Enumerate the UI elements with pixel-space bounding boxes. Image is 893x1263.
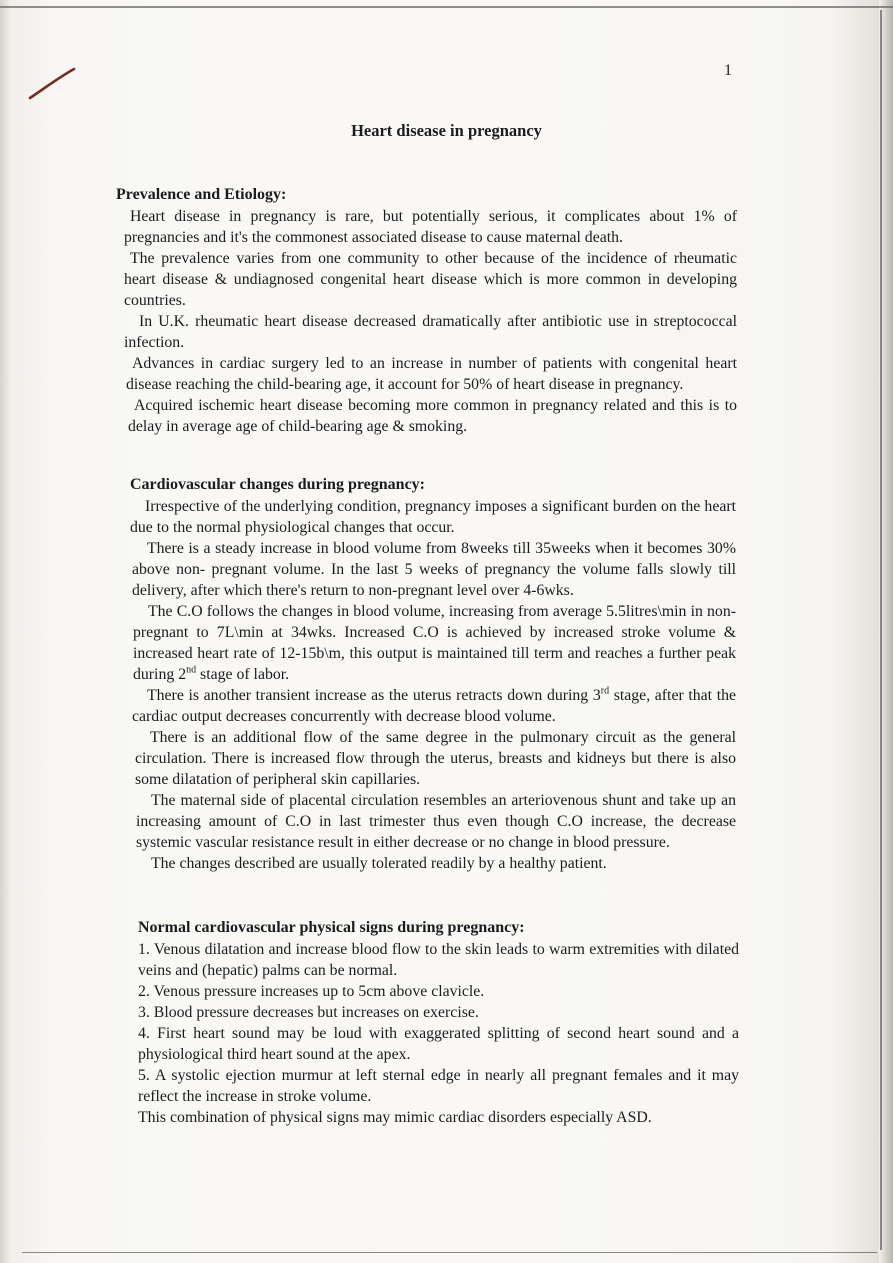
list-item: 1. Venous dilatation and increase blood flow to the skin leads to warm extremities with dilated veins and (hepatic) palms can be normal. bbox=[138, 941, 739, 979]
ordinal-suffix: nd bbox=[186, 664, 197, 676]
ordinal-suffix: rd bbox=[600, 685, 610, 697]
closing-sentence: This combination of physical signs may mimic cardiac disorders especially ASD. bbox=[138, 1109, 652, 1126]
paragraph: Heart disease in pregnancy is rare, but potentially serious, it complicates about 1% of pregnancies and it's the commonest associated disease to cause maternal death. bbox=[124, 208, 737, 246]
list-item: 5. A systolic ejection murmur at left sternal edge in nearly all pregnant females and it may reflect the increase in stroke volume. bbox=[138, 1067, 739, 1105]
paragraph: The changes described are usually tolerated readily by a healthy patient. bbox=[151, 855, 607, 872]
page-left-edge-shadow bbox=[0, 0, 10, 1263]
paragraph: The maternal side of placental circulation resembles an arteriovenous shunt and take up an increasing amount of C.O in last trimester thus even though C.O increase, the decrease systemic vascular resistance result in either decrease or no change in blood pressure. bbox=[136, 792, 736, 851]
list-item: 4. First heart sound may be loud with exaggerated splitting of second heart sound and a physiological third heart sound at the apex. bbox=[138, 1025, 739, 1063]
document-title: Heart disease in pregnancy bbox=[351, 121, 542, 140]
pen-stroke-mark bbox=[28, 66, 78, 102]
paragraph: There is a steady increase in blood volume from 8weeks till 35weeks when it becomes 30% above non- pregnant volume. In the last 5 weeks of pregnancy the volume falls slowly till delivery, after which there's return to non-pregnant level over 4-6wks. bbox=[132, 540, 736, 599]
paragraph: The prevalence varies from one community to other because of the incidence of rheumatic heart disease & undiagnosed congenital heart disease which is more common in developing countries. bbox=[124, 250, 737, 309]
paragraph bbox=[133, 601, 736, 685]
section-normal-signs bbox=[138, 917, 739, 1128]
paragraph: There is an additional flow of the same degree in the pulmonary circuit as the general circulation. There is increased flow through the uterus, breasts and kidneys but there is also some dilatation of peripheral skin capillaries. bbox=[135, 729, 736, 788]
section-heading: Prevalence and Etiology: bbox=[116, 186, 287, 203]
section-heading: Normal cardiovascular physical signs during pregnancy: bbox=[138, 919, 525, 936]
list-item: 3. Blood pressure decreases but increases on exercise. bbox=[138, 1004, 479, 1021]
paragraph: Acquired ischemic heart disease becoming more common in pregnancy related and this is to delay in average age of child-bearing age & smoking. bbox=[128, 397, 737, 435]
list-item: 2. Venous pressure increases up to 5cm above clavicle. bbox=[138, 983, 485, 1000]
paragraph-text: The C.O follows the changes in blood volume, increasing from average 5.5litres\min in non- pregnant to 7L\min at 34wks. Increased C.O is achieved by increased stroke volume & increased heart rate of 12-15b\m, this output is maintained till term and reaches a further peak during 2 bbox=[133, 603, 736, 683]
top-border-line bbox=[0, 6, 893, 8]
section-prevalence bbox=[116, 184, 737, 437]
paragraph: Irrespective of the underlying condition, pregnancy imposes a significant burden on the heart due to the normal physiological changes that occur. bbox=[130, 498, 736, 536]
section-heading: Cardiovascular changes during pregnancy: bbox=[130, 476, 425, 493]
paragraph-text: stage of labor. bbox=[196, 666, 290, 683]
paragraph: In U.K. rheumatic heart disease decreased dramatically after antibiotic use in streptococcal infection. bbox=[124, 313, 737, 351]
paragraph-text: There is another transient increase as the uterus retracts down during 3 bbox=[147, 687, 601, 704]
bottom-border-line bbox=[22, 1252, 877, 1253]
paragraph-text: stage, after that the cardiac output decreases concurrently with decrease blood volume. bbox=[132, 687, 736, 725]
section-cardiovascular-changes bbox=[130, 474, 736, 874]
paragraph bbox=[132, 685, 736, 727]
page-right-border-line bbox=[880, 10, 882, 1250]
page-number: 1 bbox=[724, 62, 732, 79]
paragraph: Advances in cardiac surgery led to an increase in number of patients with congenital heart disease reaching the child-bearing age, it account for 50% of heart disease in pregnancy. bbox=[126, 355, 737, 393]
